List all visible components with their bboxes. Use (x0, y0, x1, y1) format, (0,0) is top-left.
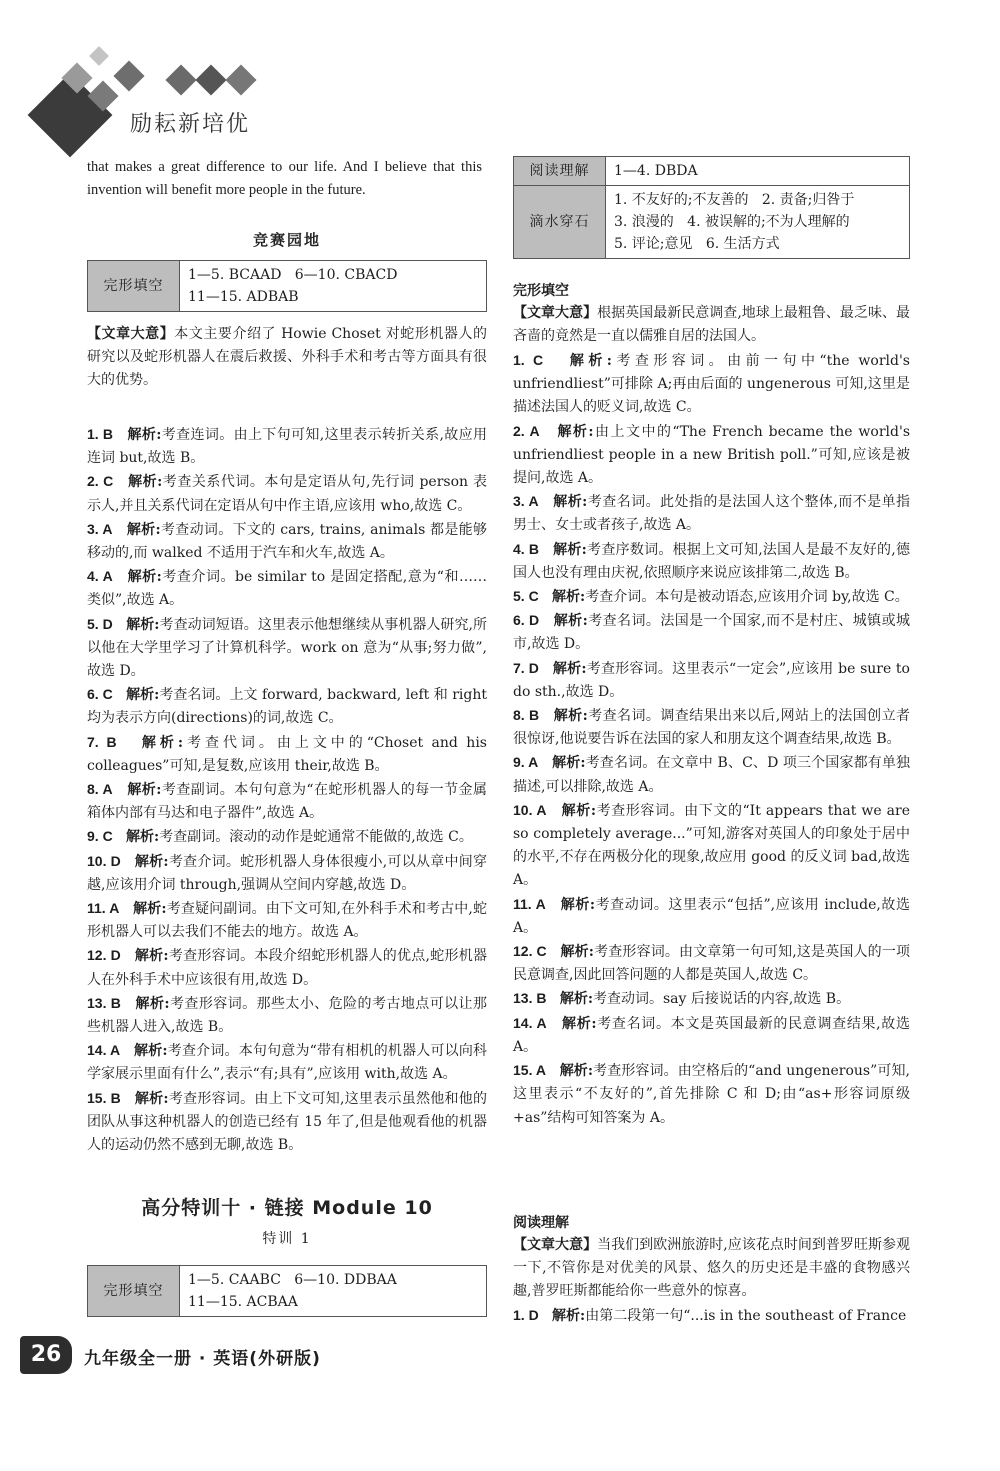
item-number: 7. D (513, 659, 539, 676)
decor-diamond-icon (89, 46, 109, 66)
list-item (513, 940, 910, 987)
analysis-label: 解析: (135, 995, 170, 1012)
gist-label: 【文章大意】 (513, 305, 598, 321)
item-number: 15. A (513, 1062, 547, 1079)
analysis-label: 解析: (134, 1090, 169, 1107)
table-label: 完形填空 (88, 1266, 180, 1317)
list-item (87, 613, 487, 684)
analysis-label: 解析: (569, 353, 612, 369)
analysis-label: 解析: (127, 427, 162, 443)
item-text: 考查形容词。由上下文可知,这里表示虽然他和他的团队从事这种机器人的创造已经有 15 年了,但是他观看他的机器人的运动仍然不感到无聊,故选 B。 (87, 1090, 488, 1154)
list-item (87, 518, 487, 565)
gist-text: 本文主要介绍了 Howie Choset 对蛇形机器人的研究以及蛇形机器人在震后救援、外科手术和考古等方面具有很大的优势。 (87, 326, 487, 389)
brand-title: 励耘新培优 (130, 112, 251, 137)
table-answers (180, 261, 487, 312)
item-number: 1. C (513, 352, 544, 368)
list-item (513, 799, 910, 893)
section-subtitle: 特训 1 (262, 1231, 312, 1247)
item-text: 考查名词。上文 forward, backward, left 和 right 均为表示方向(directions)的词,故选 C。 (87, 687, 488, 727)
answer-table-2 (87, 1265, 487, 1317)
item-number: 12. D (87, 947, 121, 964)
item-number: 11. A (513, 895, 546, 912)
list-item (513, 538, 910, 585)
list-item (513, 609, 910, 656)
analysis-label: 解析: (559, 991, 593, 1008)
vocab-line: 1. 不友好的;不友善的 2. 责备;归咎于 (614, 192, 855, 208)
decor-diamond-icon (113, 60, 144, 91)
item-text: 考查名词。调查结果出来以后,网站上的法国创立者很惊讶,他说要告诉在法国的家人和朋友这个调查结果,故选 B。 (513, 708, 911, 748)
item-number: 13. B (87, 994, 121, 1011)
book-title: 九年级全一册 · 英语(外研版) (84, 1349, 321, 1369)
item-text: 考查动词。这里表示“包括”,应该用 include,故选 A。 (513, 896, 910, 936)
page-header (20, 55, 350, 165)
item-number: 14. A (513, 1014, 547, 1031)
item-number: 10. A (513, 801, 547, 818)
item-number: 14. A (87, 1042, 121, 1059)
item-number: 2. C (87, 473, 114, 490)
decor-diamond-icon (195, 64, 226, 95)
gist-text: 根据英国最新民意调查,地球上最粗鲁、最乏味、最吝啬的竟然是一直以儒雅自居的法国人。 (513, 305, 911, 345)
reading-gist (513, 1234, 910, 1304)
analysis-label: 解析: (134, 948, 169, 965)
table-label: 完形填空 (88, 261, 180, 312)
section-title-contest: 竞赛园地 (252, 231, 321, 249)
item-number: 5. C (513, 588, 539, 605)
list-item (87, 992, 487, 1039)
analysis-label: 解析: (553, 494, 588, 511)
list-item (513, 751, 910, 798)
list-item (87, 825, 487, 849)
list-item (87, 778, 487, 825)
article-gist (87, 323, 487, 393)
item-text: 考查形容词。本段介绍蛇形机器人的优点,蛇形机器人在外科手术中应该很有用,故选 D。 (87, 948, 488, 988)
item-text: 考查连词。由上下句可知,这里表示转折关系,故应用连词 but,故选 B。 (87, 427, 488, 467)
list-item (87, 897, 487, 944)
analysis-label: 解析: (562, 1015, 597, 1032)
vocab-line: 3. 浪漫的 4. 被误解的;不为人理解的 (614, 214, 850, 230)
answer-list-left (87, 423, 487, 1157)
list-item (87, 470, 487, 517)
list-item (87, 944, 487, 991)
item-number: 13. B (513, 990, 547, 1007)
analysis-label: 解析: (552, 1308, 586, 1324)
item-text: 考查疑问副词。由下文可知,在外科手术和考古中,蛇形机器人可以去我们不能去的地方。故选 A。 (87, 901, 488, 941)
item-number: 1. B (87, 426, 114, 442)
list-item (513, 420, 910, 491)
list-item (87, 731, 487, 778)
section-title-module: 高分特训十 · 链接 Module 10 (141, 1197, 433, 1219)
answer-line: 11—15. ACBAA (188, 1294, 298, 1310)
item-text: 考查介词。be similar to 是固定搭配,意为“和……类似”,故选 A。 (87, 569, 487, 609)
item-text: 考查动词短语。这里表示他想继续从事机器人研究,所以他在大学里学习了计算机科学。work on 意为“从事;努力做”,故选 D。 (87, 616, 487, 680)
table-label: 阅读理解 (514, 157, 606, 186)
list-item (513, 1304, 910, 1328)
list-item (87, 850, 487, 897)
gist-label: 【文章大意】 (87, 326, 175, 342)
item-text: 由第二段第一句“...is in the southeast of France (585, 1308, 907, 1324)
item-text: 考查介词。蛇形机器人身体很瘦小,可以从章中间穿越,应该用介词 through,强调从空间内穿越,故选 D。 (87, 853, 488, 893)
analysis-label: 解析: (134, 1043, 168, 1060)
item-text: 考查关系代词。本句是定语从句,先行词 person 表示人,并且关系代词在定语从句中作主语,应该用 who,故选 C。 (87, 474, 487, 514)
answer-table-right (513, 156, 910, 259)
item-number: 1. D (513, 1307, 539, 1323)
table-value: 1—4. DBDA (606, 157, 910, 186)
list-item (513, 1059, 910, 1130)
item-text: 考查介词。本句是被动语态,应该用介词 by,故选 C。 (585, 589, 909, 606)
analysis-label: 解析: (134, 853, 169, 870)
analysis-label: 解析: (126, 616, 160, 633)
item-number: 9. A (513, 754, 539, 771)
analysis-label: 解析: (126, 521, 161, 538)
analysis-label: 解析: (126, 687, 160, 704)
item-number: 12. C (513, 943, 547, 960)
item-text: 考查介词。本句句意为“带有相机的机器人可以向科学家展示里面有什么”,表示“有;具有”,应该用 with,故选 A。 (87, 1043, 488, 1083)
analysis-label: 解析: (560, 944, 594, 961)
table-label: 滴水穿石 (514, 186, 606, 259)
item-text: 考查名词。此处指的是法国人这个整体,而不是单指男士、女士或者孩子,故选 A。 (513, 494, 911, 534)
item-number: 5. D (87, 615, 113, 632)
cloze-heading: 完形填空 (513, 283, 569, 299)
item-text: 考查名词。法国是一个国家,而不是村庄、城镇或城市,故选 D。 (513, 613, 911, 653)
item-number: 6. D (513, 612, 540, 629)
item-text: 考查形容词。由文章第一句可知,这是英国人的一项民意调查,因此回答问题的人都是英国人,故选 C。 (513, 944, 910, 984)
item-number: 11. A (87, 900, 120, 917)
gist-text: 当我们到欧洲旅游时,应该花点时间到普罗旺斯参观一下,不管你是对优美的风景、悠久的历史还是丰盛的食物感兴趣,普罗旺斯都能给你一些意外的惊喜。 (513, 1237, 911, 1300)
analysis-label: 解析: (552, 755, 586, 772)
list-item (513, 1012, 910, 1059)
item-text: 考查代词。由上文中的“Choset and his colleagues”可知,是复数,应该用 their,故选 B。 (87, 734, 487, 774)
item-text: 考查序数词。根据上文可知,法国人是最不友好的,德国人也没有理由庆祝,依照顺序来说应该排第二,故选 B。 (513, 541, 910, 581)
item-number: 7. B (87, 733, 117, 750)
item-text: 考查名词。本文是英国最新的民意调查结果,故选 A。 (513, 1015, 910, 1055)
analysis-label: 解析: (557, 423, 594, 440)
item-text: 考查副词。滚动的动作是蛇通常不能做的,故选 C。 (159, 829, 473, 846)
list-item (513, 893, 910, 940)
item-number: 8. A (87, 781, 113, 798)
page-number: 26 (20, 1336, 72, 1374)
list-item (513, 585, 910, 609)
analysis-label: 解析: (128, 474, 163, 491)
item-text: 考查形容词。由前一句中“the world's unfriendliest”可排除 A;再由后面的 ungenerous 可知,这里是描述法国人的贬义词,故选 C。 (513, 353, 910, 416)
item-text: 考查名词。在文章中 B、C、D 项三个国家都有单独描述,可以排除,故选 A。 (513, 755, 911, 795)
list-item (513, 704, 910, 751)
analysis-label: 解析: (553, 541, 587, 558)
analysis-label: 解析: (127, 569, 162, 586)
decor-diamond-icon (225, 64, 256, 95)
item-text: 考查形容词。由下文的“It appears that we are so completely average...”可知,游客对英国人的印象处于居中的水平,不存在两极分化的现象,故应用 good 的反义词 bad,故选 A。 (513, 802, 910, 889)
answer-line: 1—5. BCAAD 6—10. CBACD (188, 267, 398, 283)
list-item (87, 423, 487, 470)
analysis-label: 解析: (561, 802, 597, 819)
analysis-label: 解析: (553, 708, 588, 725)
analysis-label: 解析: (126, 829, 160, 846)
analysis-label: 解析: (560, 896, 596, 913)
answer-line: 11—15. ADBAB (188, 289, 299, 305)
item-number: 9. C (87, 828, 113, 845)
analysis-label: 解析: (552, 660, 587, 677)
answer-list-right (513, 349, 910, 1130)
item-text: 考查副词。本句句意为“在蛇形机器人的每一节金属箱体内部有马达和电子器件”,故选 A。 (87, 782, 488, 822)
item-text: 考查动词。say 后接说话的内容,故选 B。 (593, 991, 851, 1008)
item-number: 2. A (513, 422, 540, 439)
intro-text: that makes a great difference to our life. And I believe that this invention will benefit more people in the future. (87, 159, 482, 199)
table-vocab (606, 186, 910, 259)
list-item (513, 987, 910, 1011)
item-number: 4. A (87, 568, 113, 585)
table-answers (180, 1266, 487, 1317)
analysis-label: 解析: (552, 589, 586, 606)
list-item (87, 1087, 487, 1158)
list-item (513, 657, 910, 704)
gist-label: 【文章大意】 (513, 1237, 598, 1253)
item-text: 考查形容词。那些太小、危险的考古地点可以让那些机器人进入,故选 B。 (87, 995, 487, 1036)
item-number: 15. B (87, 1089, 121, 1106)
list-item (513, 349, 910, 420)
analysis-label: 解析: (141, 734, 184, 751)
list-item (513, 490, 910, 537)
list-item (87, 565, 487, 612)
list-item (87, 683, 487, 730)
analysis-label: 解析: (559, 1063, 594, 1080)
vocab-line: 5. 评论;意见 6. 生活方式 (614, 236, 780, 252)
item-number: 3. A (513, 493, 539, 510)
article-gist (513, 302, 910, 348)
item-number: 3. A (87, 520, 113, 537)
analysis-label: 解析: (127, 782, 162, 799)
item-number: 10. D (87, 852, 121, 869)
item-number: 8. B (513, 707, 540, 724)
item-text: 考查动词。下文的 cars, trains, animals 都是能够移动的,而 walked 不适用于汽车和火车,故选 A。 (87, 521, 488, 562)
item-number: 4. B (513, 540, 539, 557)
item-text: 由上文中的“The French became the world's unfriendliest people in a new British poll.”可知,应该是被提问,故选 A。 (513, 423, 911, 487)
answer-line: 1—5. CAABC 6—10. DDBAA (188, 1272, 397, 1288)
answer-table-1 (87, 260, 487, 312)
item-text: 考查形容词。由空格后的“and ungenerous”可知,这里表示“不友好的”,首先排除 C 和 D;由“as+形容词原级+as”结构可知答案为 A。 (513, 1063, 910, 1126)
decor-diamond-icon (165, 64, 196, 95)
item-text: 考查形容词。这里表示“一定会”,应该用 be sure to do sth.,故选 D。 (513, 660, 910, 700)
analysis-label: 解析: (133, 901, 167, 918)
reading-heading: 阅读理解 (513, 1215, 569, 1231)
list-item (87, 1039, 487, 1086)
item-number: 6. C (87, 686, 113, 703)
page-footer (20, 1336, 520, 1376)
analysis-label: 解析: (553, 613, 588, 630)
